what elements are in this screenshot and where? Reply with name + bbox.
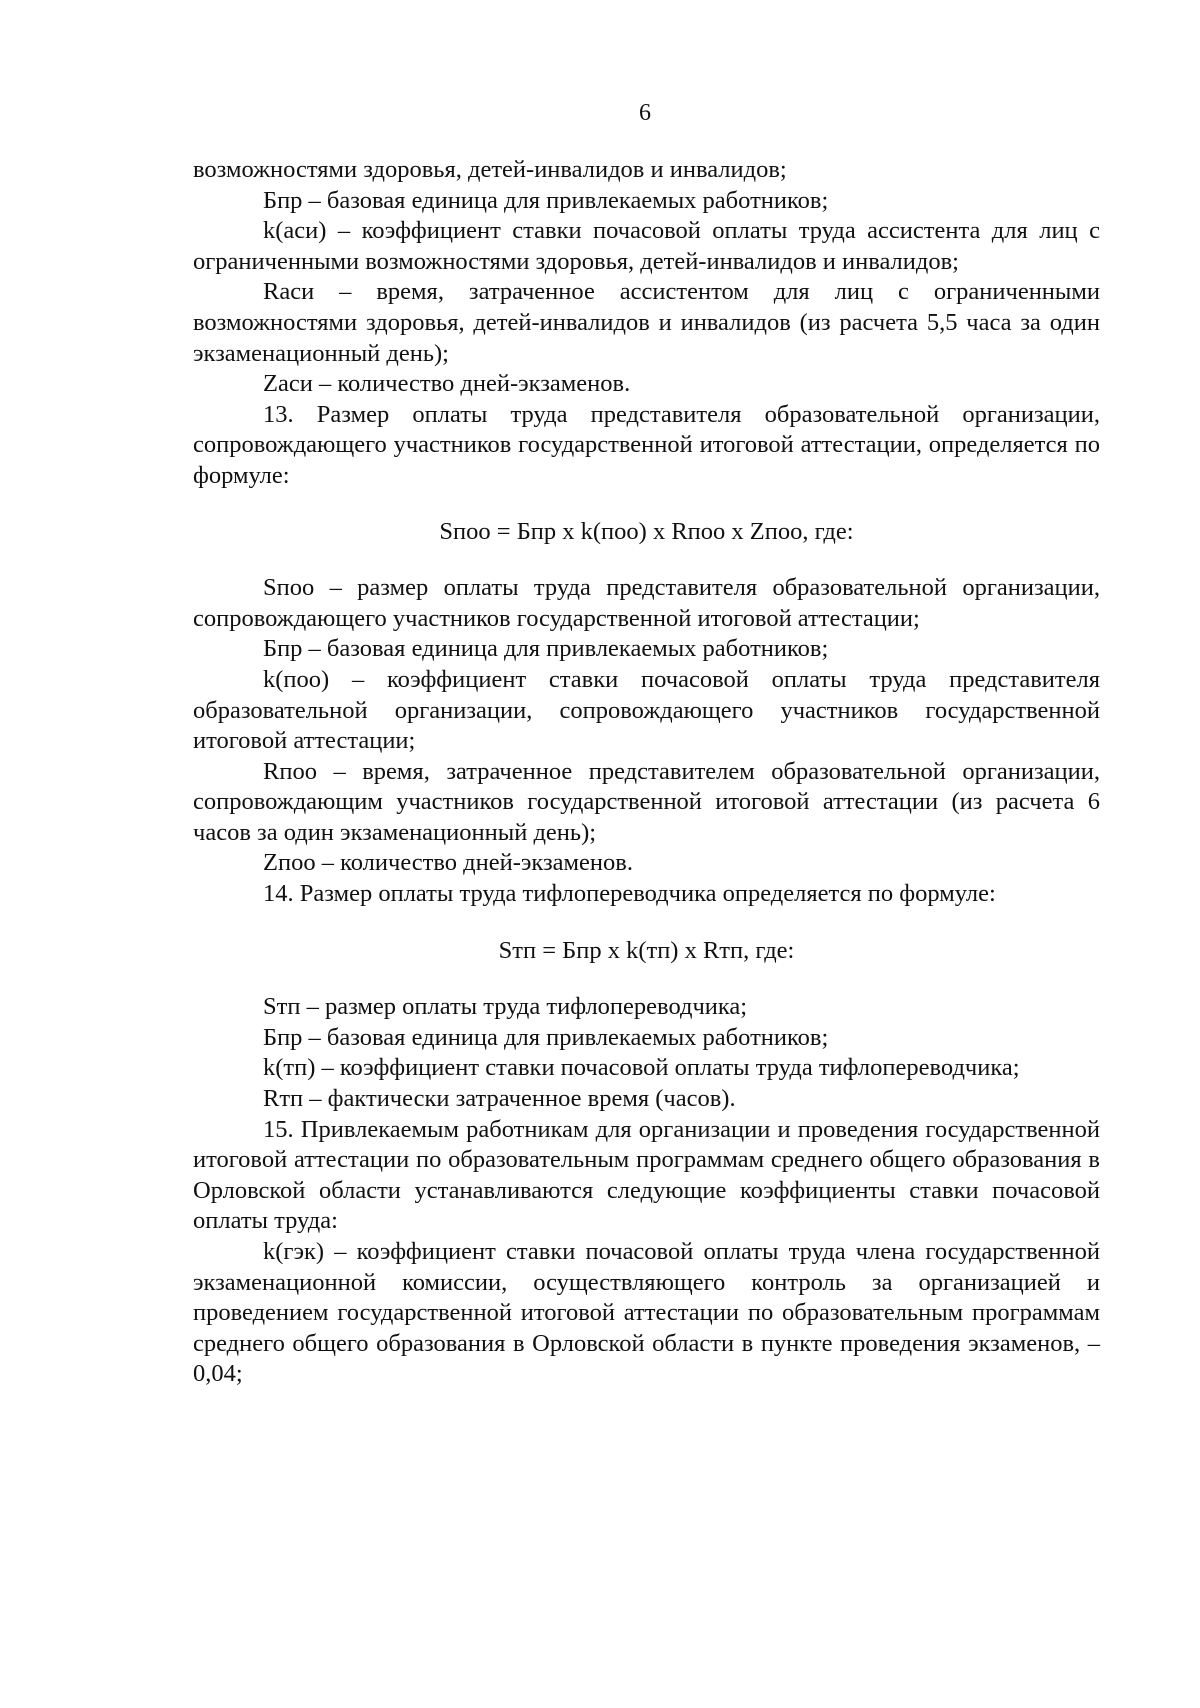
clause-15: 15. Привлекаемым работникам для организации и проведения государственной итоговой аттестации по образовательным программам среднего общего образования в Орловской области устанавливаются следующие коэффициенты ставки почасовой оплаты труда: <box>193 1115 1100 1235</box>
page-number: 6 <box>639 100 651 126</box>
definition-r-asi: Rаси – время, затраченное ассистентом для лиц с ограниченными возможностями здоровья, детей-инвалидов и инвалидов (из расчета 5,5 часа за один экзаменационный день); <box>193 278 1100 367</box>
definition-bpr-3: Бпр – базовая единица для привлекаемых работников; <box>263 1023 829 1051</box>
clause-13: 13. Размер оплаты труда представителя образовательной организации, сопровождающего участников государственной итоговой аттестации, определяется по формуле: <box>193 400 1100 489</box>
definition-s-tp: Sтп – размер оплаты труда тифлопереводчика; <box>263 993 748 1021</box>
clause-14: 14. Размер оплаты труда тифлопереводчика определяется по формуле: <box>263 880 996 908</box>
definition-bpr: Бпр – базовая единица для привлекаемых работников; <box>263 186 829 214</box>
definition-bpr-2: Бпр – базовая единица для привлекаемых работников; <box>263 635 829 663</box>
formula-s-tp: Sтп = Бпр x k(тп) x Rтп, где: <box>498 936 795 964</box>
document-body <box>193 155 1100 1390</box>
definition-z-asi: Zаси – количество дней-экзаменов. <box>263 370 631 398</box>
definition-z-poo: Zпоо – количество дней-экзаменов. <box>263 849 633 877</box>
definition-k-asi: k(аси) – коэффициент ставки почасовой оплаты труда ассистента для лиц с ограниченными возможностями здоровья, детей-инвалидов и инвалидов; <box>193 217 1100 275</box>
definition-k-tp: k(тп) – коэффициент ставки почасовой оплаты труда тифлопереводчика; <box>263 1054 1020 1082</box>
definition-k-poo: k(поо) – коэффициент ставки почасовой оплаты труда представителя образовательной организации, сопровождающего участников государственной итоговой аттестации; <box>193 665 1100 755</box>
formula-s-poo: Sпоо = Бпр x k(поо) x Rпоо x Zпоо, где: <box>439 517 854 545</box>
definition-r-poo: Rпоо – время, затраченное представителем образовательной организации, сопровождающим участников государственной итоговой аттестации (из расчета 6 часов за один экзаменационный день); <box>193 757 1100 846</box>
definition-s-poo: Sпоо – размер оплаты труда представителя образовательной организации, сопровождающего участников государственной итоговой аттестации; <box>193 574 1100 632</box>
definition-r-tp: Rтп – фактически затраченное время (часов). <box>263 1085 736 1113</box>
definition-k-gek: k(гэк) – коэффициент ставки почасовой оплаты труда члена государственной экзаменационной комиссии, осуществляющего контроль за организацией и проведением государственной итоговой аттестации по образовательным программам среднего общего образования в Орловской области в пункте проведения экзаменов, – 0,04; <box>193 1238 1100 1388</box>
paragraph-continuation: возможностями здоровья, детей-инвалидов и инвалидов; <box>193 156 787 183</box>
